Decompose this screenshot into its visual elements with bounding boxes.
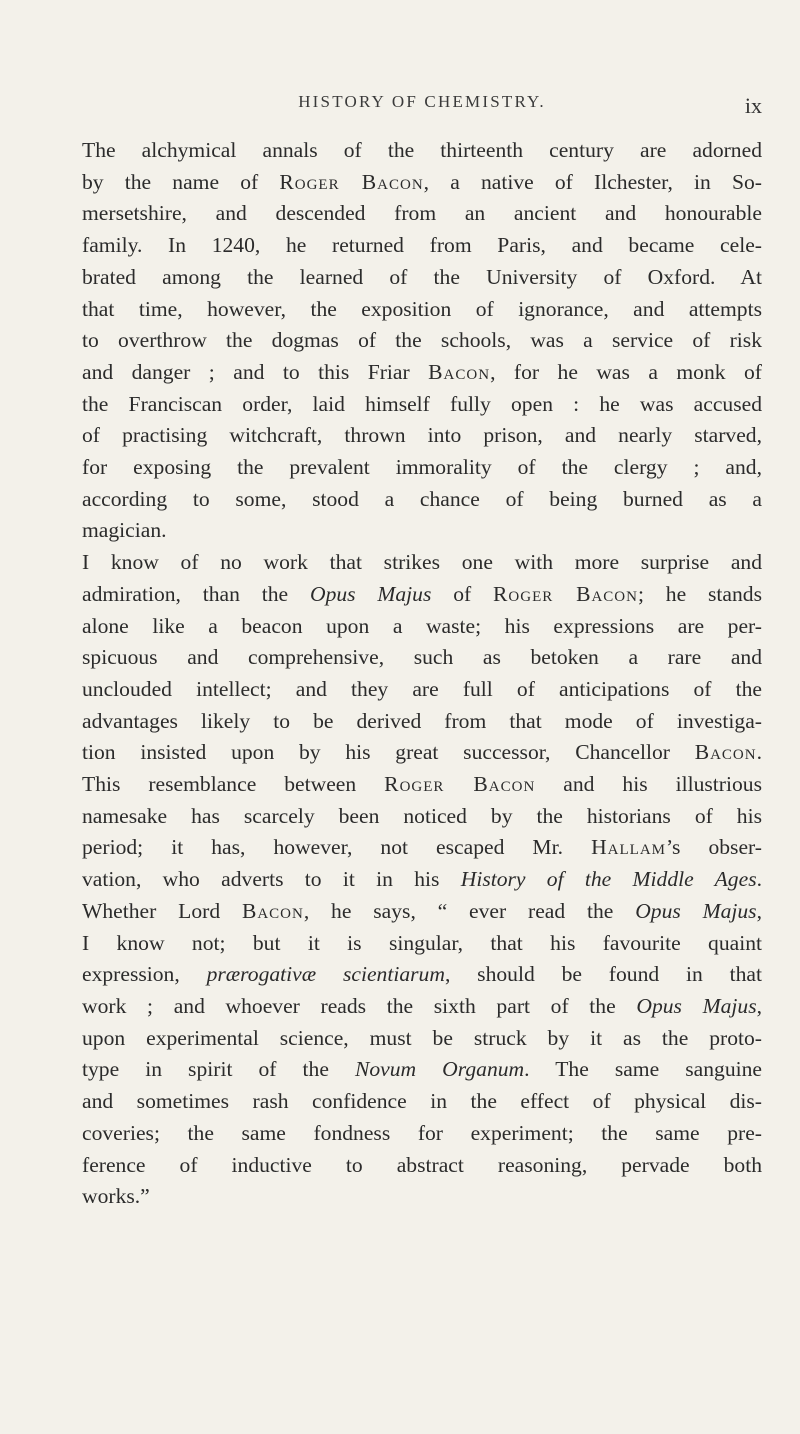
book-title: Novum Organum [354, 1057, 525, 1082]
name-small-caps: Bacon [428, 359, 491, 384]
text-line: to overthrow the dogmas of the schools, was a service of risk [82, 328, 762, 353]
text-line: namesake has scarcely been noticed by the historians of his [82, 803, 762, 828]
text-line: brated among the learned of the University of Oxford. At [82, 264, 762, 289]
latin-phrase: prærogativæ scientiarum [206, 962, 445, 987]
text-line: I know not; but it is singular, that his favourite quaint [82, 930, 762, 955]
name-small-caps: Bacon [241, 898, 304, 923]
text-line: vation, who adverts to it in his History of the Middle Ages. [82, 867, 762, 892]
name-small-caps: Roger Bacon [384, 772, 536, 797]
paragraph [82, 547, 762, 1213]
text-line: of practising witchcraft, thrown into prison, and nearly starved, [82, 423, 762, 448]
text-line: Whether Lord Bacon, he says, “ ever read the Opus Majus, [82, 898, 762, 923]
text-line: spicuous and comprehensive, such as betoken a rare and [82, 645, 762, 670]
text-line: magician. [82, 518, 167, 543]
text-line: admiration, than the Opus Majus of Roger Bacon; he stands [82, 581, 762, 606]
running-head [82, 92, 762, 122]
text-line: the Franciscan order, laid himself fully open : he was accused [82, 391, 762, 416]
text-line: I know of no work that strikes one with more surprise and [82, 550, 762, 575]
book-title: Opus Majus [635, 898, 757, 923]
text-line: work ; and whoever reads the sixth part of the Opus Majus, [82, 993, 762, 1018]
text-line: unclouded intellect; and they are full of anticipations of the [82, 676, 762, 701]
text-line: by the name of Roger Bacon, a native of Ilchester, in So- [82, 169, 762, 194]
text-line: ference of inductive to abstract reasoning, pervade both [82, 1152, 762, 1177]
body-text [82, 135, 762, 1213]
name-small-caps: Roger Bacon [279, 169, 424, 194]
text-line: and danger ; and to this Friar Bacon, for he was a monk of [82, 359, 762, 384]
page-number: ix [744, 93, 762, 118]
text-line: and sometimes rash confidence in the effect of physical dis- [82, 1089, 762, 1114]
text-line: The alchymical annals of the thirteenth century are adorned [82, 138, 762, 162]
name-small-caps: Roger Bacon [493, 581, 638, 606]
text-line: mersetshire, and descended from an ancient and honourable [82, 201, 762, 226]
text-line: tion insisted upon by his great successor, Chancellor Bacon. [82, 740, 762, 765]
text-line: works.” [82, 1184, 150, 1209]
text-line: coveries; the same fondness for experiment; the same pre- [82, 1120, 762, 1145]
text-line: This resemblance between Roger Bacon and his illustrious [82, 772, 762, 797]
text-line: period; it has, however, not escaped Mr. Hallam’s obser- [82, 835, 762, 860]
book-title: Opus Majus [309, 581, 432, 606]
text-line: expression, prærogativæ scientiarum, should be found in that [82, 962, 762, 987]
text-line: family. In 1240, he returned from Paris, and became cele- [82, 233, 762, 258]
book-title: Opus Majus [636, 993, 757, 1018]
paragraph [82, 135, 762, 547]
text-line: upon experimental science, must be struck by it as the proto- [82, 1025, 762, 1050]
book-title: History of the Middle Ages [460, 867, 757, 892]
text-line: for exposing the prevalent immorality of the clergy ; and, [82, 455, 762, 480]
running-title: HISTORY OF CHEMISTRY. [298, 92, 546, 111]
text-line: type in spirit of the Novum Organum. The same sanguine [82, 1057, 762, 1082]
name-small-caps: Hallam [591, 835, 667, 860]
text-line: that time, however, the exposition of ignorance, and attempts [82, 296, 762, 321]
text-line: alone like a beacon upon a waste; his expressions are per- [82, 613, 762, 638]
name-small-caps: Bacon [694, 740, 757, 765]
text-line: advantages likely to be derived from that mode of investiga- [82, 708, 762, 733]
text-line: according to some, stood a chance of being burned as a [82, 486, 762, 511]
